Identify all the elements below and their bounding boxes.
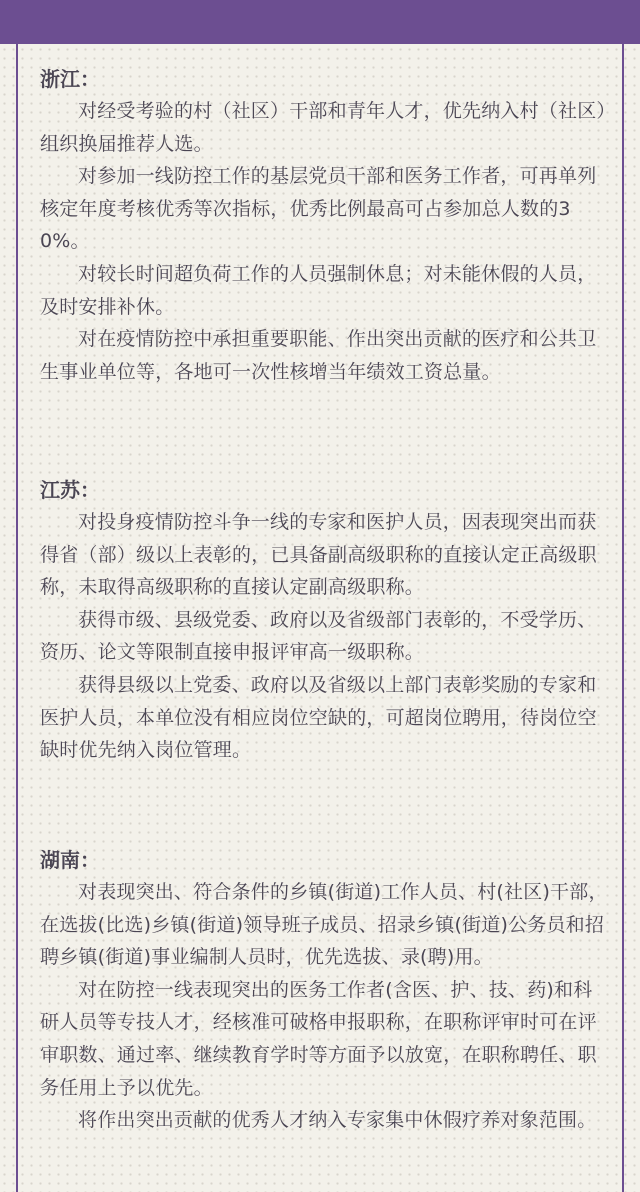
frame-left-border	[16, 44, 18, 1192]
section-hunan	[40, 844, 608, 1137]
section-title-zhejiang: 浙江：	[40, 67, 100, 91]
paragraph: 对表现突出、符合条件的乡镇(街道)工作人员、村(社区)干部，在选拔(比选)乡镇(街道)领导班子成员、招录乡镇(街道)公务员和招聘乡镇(街道)事业编制人员时，优先选拔、录(聘)用。	[40, 881, 608, 969]
paragraph: 获得县级以上党委、政府以及省级以上部门表彰奖励的专家和医护人员，本单位没有相应岗位空缺的，可超岗位聘用，待岗位空缺时优先纳入岗位管理。	[40, 673, 597, 762]
article-body	[40, 63, 608, 1132]
section-jiangsu	[40, 474, 608, 767]
paragraph: 对较长时间超负荷工作的人员强制休息；对未能休假的人员，及时安排补休。	[40, 262, 597, 318]
paragraph: 获得市级、县级党委、政府以及省级部门表彰的，不受学历、资历、论文等限制直接申报评审高一级职称。	[40, 608, 597, 664]
paragraph: 将作出突出贡献的优秀人才纳入专家集中休假疗养对象范围。	[78, 1109, 597, 1132]
section-title-hunan: 湖南：	[40, 848, 100, 872]
paragraph: 对投身疫情防控斗争一线的专家和医护人员，因表现突出而获得省（部）级以上表彰的，已具备副高级职称的直接认定正高级职称，未取得高级职称的直接认定副高级职称。	[40, 511, 597, 599]
paragraph: 对参加一线防控工作的基层党员干部和医务工作者，可再单列核定年度考核优秀等次指标，优秀比例最高可占参加总人数的30%。	[40, 165, 597, 253]
frame-right-border	[622, 44, 624, 1192]
paragraph: 对在防控一线表现突出的医务工作者(含医、护、技、药)和科研人员等专技人才，经核准可破格申报职称，在职称评审时可在评审职数、通过率、继续教育学时等方面予以放宽，在职称聘任、职务任用上予以优先。	[40, 978, 597, 1099]
section-zhejiang	[40, 63, 608, 388]
header-banner	[0, 0, 640, 44]
section-title-jiangsu: 江苏：	[40, 478, 100, 502]
paragraph: 对在疫情防控中承担重要职能、作出突出贡献的医疗和公共卫生事业单位等，各地可一次性核增当年绩效工资总量。	[40, 328, 597, 383]
paragraph: 对经受考验的村（社区）干部和青年人才，优先纳入村（社区）组织换届推荐人选。	[40, 100, 607, 155]
